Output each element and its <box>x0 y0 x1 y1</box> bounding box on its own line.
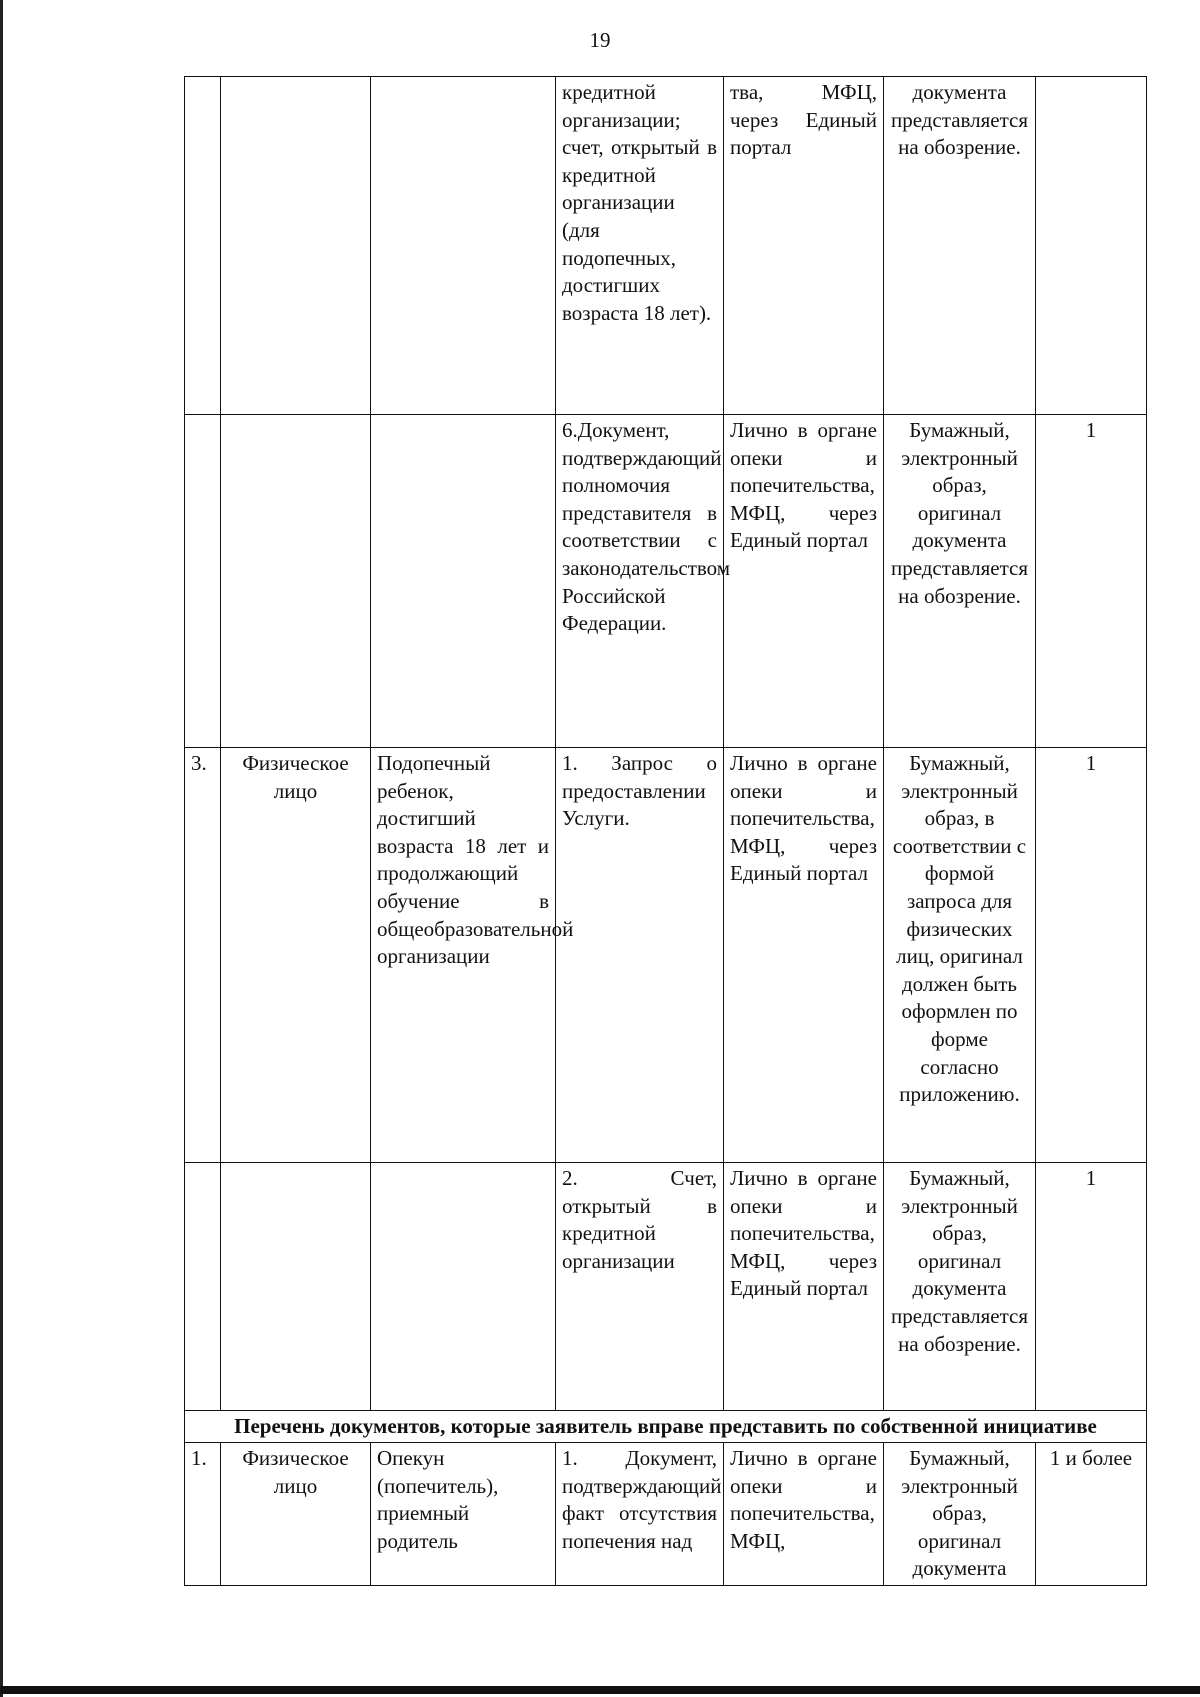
row-number: 3. <box>185 748 221 1163</box>
applicant-cell <box>221 1163 371 1411</box>
count-cell <box>1036 77 1147 415</box>
category-cell: Подопечный ребенок, достигший возраста 18 лет и продолжающий обучение в общеобразовательной организации <box>371 748 556 1163</box>
table-row <box>185 748 1147 1163</box>
document-cell: 6.Документ, подтверждающий полномочия представителя в соответствии с законодательством Российской Федерации. <box>556 415 724 748</box>
document-cell: кредитной организации; счет, открытый в кредитной организации (для подопечных, достигших возраста 18 лет). <box>556 77 724 415</box>
page-number: 19 <box>589 28 611 52</box>
count-cell: 1 и более <box>1036 1443 1147 1586</box>
document-cell: 1. Запрос о предоставлении Услуги. <box>556 748 724 1163</box>
applicant-cell: Физическое лицо <box>221 748 371 1163</box>
row-number <box>185 1163 221 1411</box>
documents-table <box>184 76 1147 1586</box>
table-row <box>185 77 1147 415</box>
document-cell: 1. Документ, подтверждающий факт отсутствия попечения над <box>556 1443 724 1586</box>
form-cell: Бумажный, электронный образ, оригинал документа <box>884 1443 1036 1586</box>
applicant-cell <box>221 415 371 748</box>
applicant-cell: Физическое лицо <box>221 1443 371 1586</box>
table-row <box>185 1443 1147 1586</box>
count-cell: 1 <box>1036 1163 1147 1411</box>
scan-border-left <box>0 0 3 1697</box>
form-cell: Бумажный, электронный образ, в соответствии с формой запроса для физических лиц, оригинал должен быть оформлен по форме согласно приложению. <box>884 748 1036 1163</box>
method-cell: Лично в органе опеки и попечительства, МФЦ, через Единый портал <box>724 415 884 748</box>
scan-border-bottom <box>0 1686 1200 1694</box>
method-cell: Лично в органе опеки и попечительства, МФЦ, через Единый портал <box>724 748 884 1163</box>
form-cell: Бумажный, электронный образ, оригинал документа представляется на обозрение. <box>884 1163 1036 1411</box>
form-cell: документа представляется на обозрение. <box>884 77 1036 415</box>
applicant-cell <box>221 77 371 415</box>
count-cell: 1 <box>1036 748 1147 1163</box>
row-number <box>185 77 221 415</box>
row-number <box>185 415 221 748</box>
table-row <box>185 1163 1147 1411</box>
count-cell: 1 <box>1036 415 1147 748</box>
section-header-row <box>185 1411 1147 1443</box>
table-row <box>185 415 1147 748</box>
method-cell: тва, МФЦ, через Единый портал <box>724 77 884 415</box>
method-cell: Лично в органе опеки и попечительства, МФЦ, через Единый портал <box>724 1163 884 1411</box>
category-cell: Опекун (попечитель), приемный родитель <box>371 1443 556 1586</box>
form-cell: Бумажный, электронный образ, оригинал документа представляется на обозрение. <box>884 415 1036 748</box>
category-cell <box>371 415 556 748</box>
section-title: Перечень документов, которые заявитель вправе представить по собственной инициативе <box>185 1411 1147 1443</box>
category-cell <box>371 1163 556 1411</box>
method-cell: Лично в органе опеки и попечительства, МФЦ, <box>724 1443 884 1586</box>
category-cell <box>371 77 556 415</box>
row-number: 1. <box>185 1443 221 1586</box>
document-cell: 2. Счет, открытый в кредитной организации <box>556 1163 724 1411</box>
